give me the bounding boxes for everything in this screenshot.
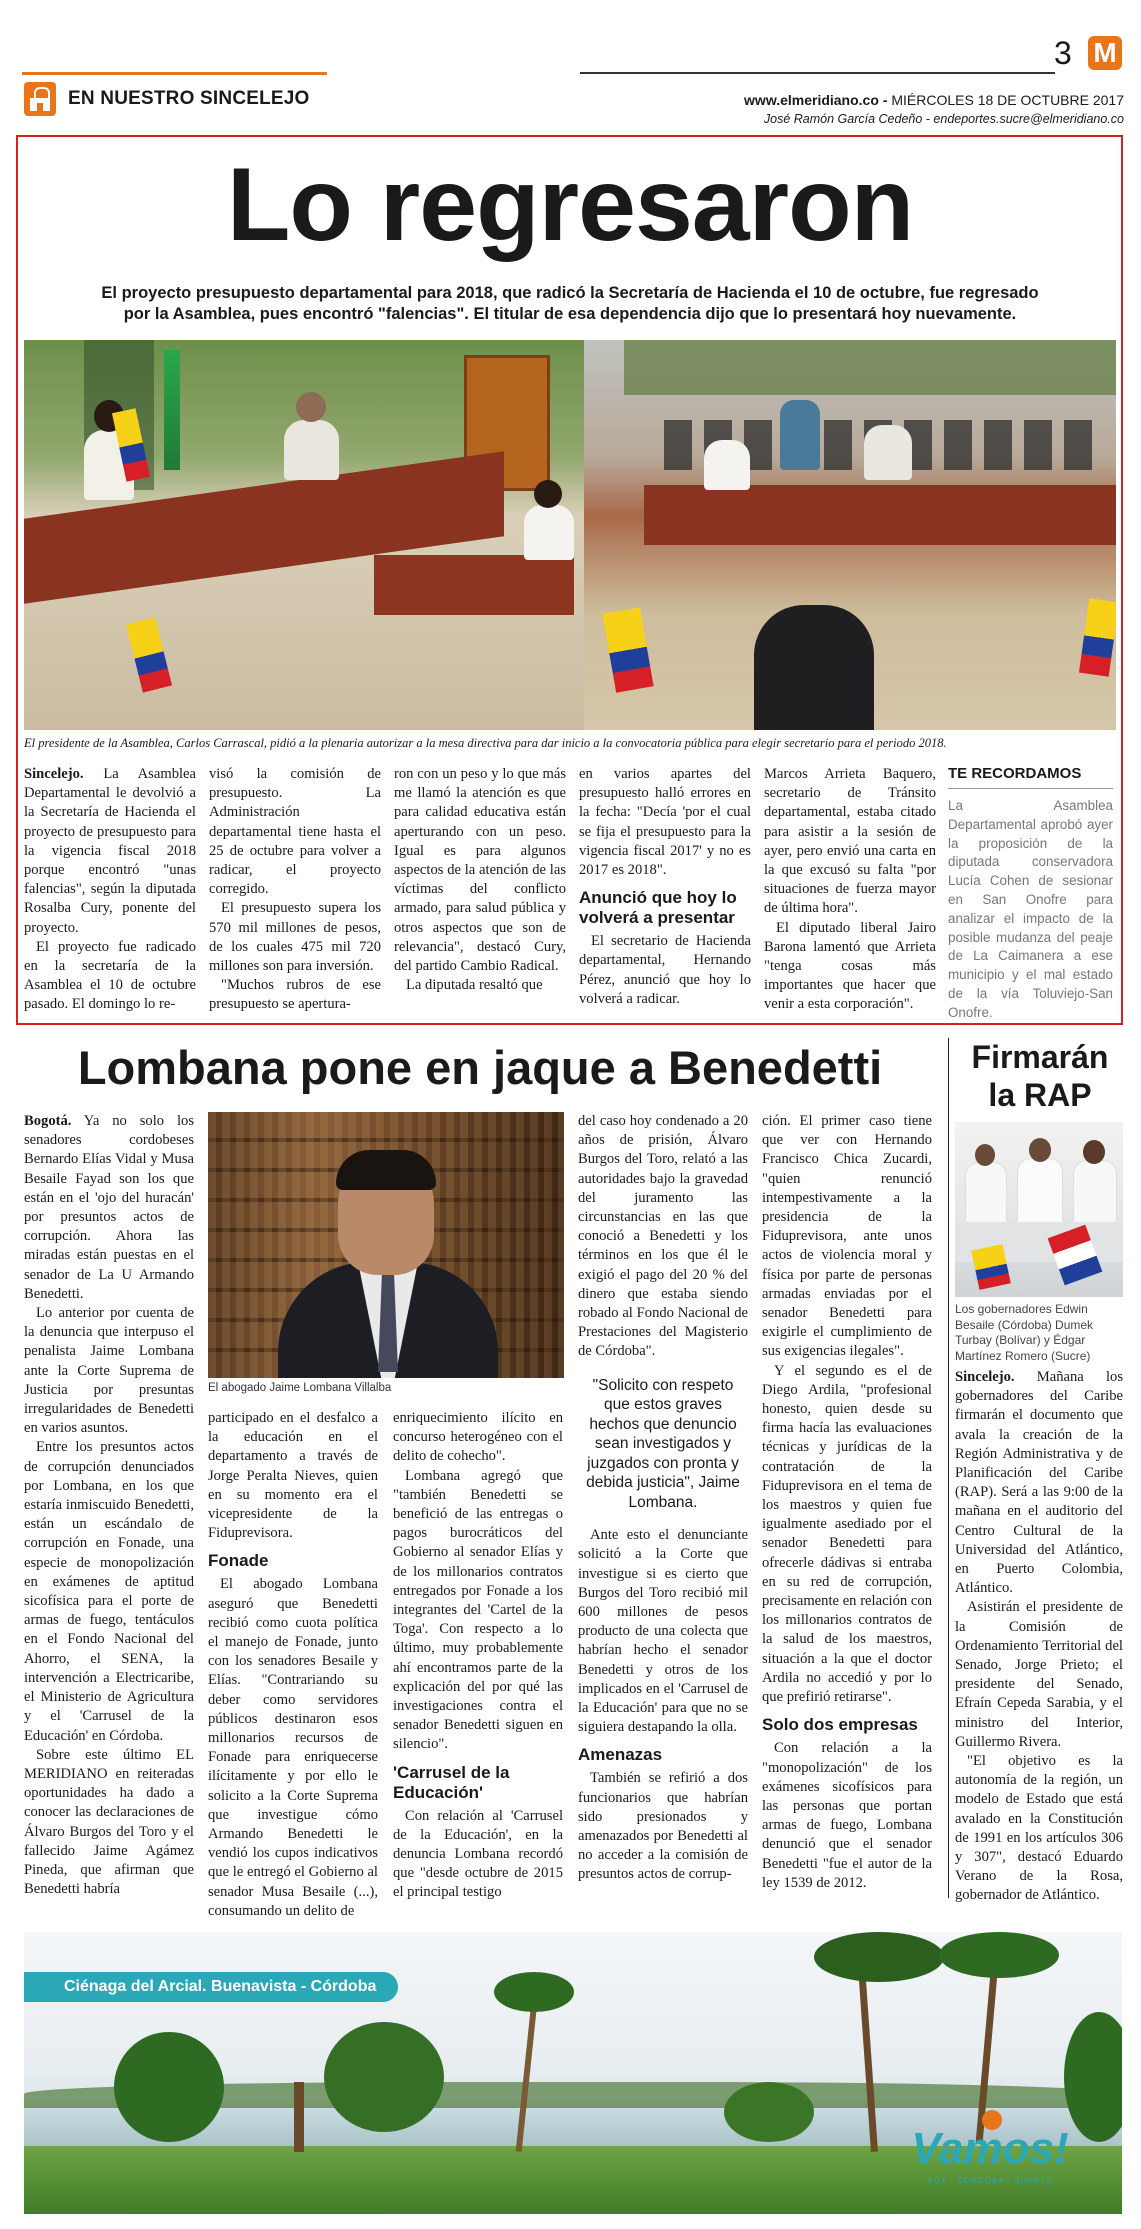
story1-photo-caption: El presidente de la Asamblea, Carlos Carrascal, pidió a la plenaria autorizar a la mesa directiva para dar inicio a la convocatoria pública para elegir secretario para el periodo 2018.: [24, 736, 947, 750]
story2-headline: Lombana pone en jaque a Benedetti: [77, 1041, 883, 1094]
empresas-subhead: Solo dos empresas: [762, 1715, 918, 1735]
section-header: [22, 72, 327, 122]
recordamos-title: TE RECORDAMOS: [948, 765, 1113, 789]
story1-deck: El proyecto presupuesto departamental para 2018, que radicó la Secretaría de Hacienda el 10 de octubre, fue regresado por la Asamblea, pues encontró "falencias". El titular de esa dependencia dijo que lo presentará hoy nuevamente.: [101, 284, 1039, 323]
story1-col4: en varios apartes del presupuesto halló errores en la fecha: "Decía 'por el cual se fija el presupuesto para la vigencia fiscal 2017' y no es 2017 es 2018". Anunció que hoy lo volverá a presentar El secretario de Hacienda departamental, Hernando Pérez, anunció que hoy lo volverá a radicar.: [579, 766, 751, 1007]
section-title: EN NUESTRO SINCELEJO: [68, 88, 310, 109]
issue-date: MIÉRCOLES 18 DE OCTUBRE 2017: [891, 92, 1124, 108]
story2-col2: participado en el desfalco a la educación en el departamento a través de Jorge Peralta Nieves, quien en su momento era el vicepresidente de la Fiduprevisora. Fonade El abogado Lombana aseguró que Benedetti recibió como cuota política el manejo de Fonade, junto con los senadores Besaile y Elías. "Contrariando su deber como servidores públicos destinaron esos millonarios recursos de Fonade para enriquecerse ilícitamente y por ello le solicito a la Corte Suprema que investigue cómo Armando Benedetti le vendió los cupos indicativos que le entregó el Gobierno al senador Musa Besaile (...), consumando un delito de: [208, 1410, 378, 1919]
story1-col2: visó la comisión de presupuesto. La Administración departamental tiene hasta el 25 de octubre para volver a radicar, el proyecto corregido. El presupuesto supera los 570 mil millones de pesos, de los cuales 475 mil 720 millones son para inversión. "Muchos rubros de ese presupuesto se apertura-: [209, 766, 381, 1013]
pull-quote: "Solicito con respeto que estos graves hechos que denuncio sean investigados y juzgados con pronta y debida justicia", Jaime Lombana.: [586, 1376, 740, 1511]
story2-col3: enriquecimiento ilícito en concurso heterogéneo con el delito de cohecho". Lombana agregó que "también Benedetti se benefició de las entregas o pagos burocráticos del Gobierno al senador Elías y de los millonarios contratos entregados por Fonade a los integrantes del 'Cartel de la Toga'. Con respecto a lo último, muy probablemente ahí encontramos parte de la explicación del por qué las investigaciones contra el senador Benedetti siguen en silencio". 'Carrusel de la Educación' Con relación al 'Carrusel de la Educación', en la denuncia Lombana recordó que "desde octubre de 2015 el principal testigo: [393, 1410, 563, 1901]
page-number: 3: [1054, 35, 1072, 71]
story3-photo-caption: Los gobernadores Edwin Besaile (Córdoba) Dumek Turbay (Bolívar) y Édgar Martínez Romero (Sucre): [955, 1302, 1094, 1363]
recordamos-text: La Asamblea Departamental aprobó ayer la proposición de la diputada conservadora Lucía Cohen de sesionar en San Onofre para analizar el impacto de la posible mudanza del peaje de La Caimanera a ese municipio y el mal estado de la vía Toluviejo-San Onofre.: [948, 798, 1113, 1020]
story2-col5: ción. El primer caso tiene que ver con Hernando Francisco Chica Zucardi, "quien renunció intempestivamente a la presidencia de la Fiduprevisora, ante unos actos de violencia moral y física por parte de personas armadas enviadas por el senador Benedetti para exigirle el cumplimiento de sus exigencias ilegales". Y el segundo es el de Diego Ardila, "profesional honesto, quien desde su firma hacía las evaluaciones técnicas y jurídicas de la contratación de la Fiduprevisora en el tema de los maestros y quien fue igualmente asediado por el senador Benedetti para ofrecerle dádivas si entraba en su red de corrupción, precisamente en relación con los millonarios contratos de la salud de los maestros, situación a la que el doctor Ardila no accedió y por lo que prefirió retirarse". Solo dos empresas Con relación a la "monopolización" de los exámenes sicofísicos para las personas que portan armas de fuego, Lombana denunció que el senador Benedetti "fue el autor de la ley 1539 de 2012.: [762, 1113, 932, 1891]
ad-banner: Ciénaga del Arcial. Buenavista - Córdoba: [24, 1972, 398, 2002]
byline: José Ramón García Cedeño - endeportes.sucre@elmeridiano.co: [763, 112, 1124, 126]
logo-badge: [1088, 36, 1122, 70]
vamos-logo: Vamos! SOY · CÓRDOBA · SUERTE: [890, 2110, 1090, 2200]
site-url[interactable]: www.elmeridiano.co: [744, 92, 879, 108]
story2-photo-caption: El abogado Jaime Lombana Villalba: [208, 1382, 392, 1394]
story3-body: Sincelejo. Mañana los gobernadores del Caribe firmarán el documento que avala la creación de la Región Administrativa y de Planificación del Caribe (RAP). Será a las 9:00 de la mañana en el auditorio del Centro Cultural de la Universidad del Atlántico, en Puerto Colombia, Atlántico. Asistirán el presidente de la Comisión de Ordenamiento Territorial del Senado, Jorge Prieto; el presidente del Senado, Efraín Cepeda Sarabia, y el ministro del Interior, Guillermo Rivera. "El objetivo es la autonomía de la región, un modelo de Estado que está avalado en la Constitución de 1991 en los artículos 306 y 307", destacó Eduardo Verano de la Rosa, gobernador de Atlántico.: [955, 1369, 1123, 1904]
story2-col1: Bogotá. Ya no solo los senadores cordobeses Bernardo Elías Vidal y Musa Besaile Fayad son los que están en el 'ojo del huracán' por presuntos actos de corrupción. Ahora las miradas están puestas en el senador de La U Armando Benedetti. Lo anterior por cuenta de la denuncia que interpuso el penalista Jaime Lombana ante la Corte Suprema de Justicia por presuntas irregularidades de Benedetti en varios asuntos. Entre los presuntos actos de corrupción denunciados por Lombana, en los que estaría inmiscuido Benedetti, están un escándalo de corrupción en Fonade, una especie de monopolización en exámenes de aptitud sicofísica para el porte de armas de fuego, tentáculos en el Fondo Nacional del Ahorro, el SENA, la intervención a Electricaribe, el Ministerio de Agricultura y el 'Carrusel de la Educación' en Córdoba. Sobre este último EL MERIDIANO en reiteradas oportunidades ha dado a conocer las declaraciones de Álvaro Burgos del Toro y el fallecido Jaime Agámez Pineda, que afirman que Benedetti habría: [24, 1113, 194, 1898]
logo-letter: M: [1093, 37, 1117, 68]
story3-headline: Firmarán la RAP: [971, 1039, 1109, 1113]
assembly-photo: [24, 340, 1116, 730]
carrusel-subhead: 'Carrusel de la Educación': [393, 1762, 510, 1802]
story1-col5: Marcos Arrieta Baquero, secretario de Tránsito departamental, estaba citado para asistir a la sesión de ayer, pero envió una carta en la que excusó su falta "por situaciones de fuerza mayor de última hora". El diputado liberal Jairo Barona lamentó que Arrieta "tenga cosas más importantes que hacer que venir a esta corporación".: [764, 766, 936, 1013]
story1-col3: ron con un peso y lo que más me llamó la atención es que para calidad educativa están aperturando con un peso. Igual es para algunos aspectos de la atención de las víctimas del conflicto armado, para salud pública y otros aspectos que son de relevancia", destacó Cury, del partido Cambio Radical. La diputada resaltó que: [394, 766, 566, 994]
date-line: www.elmeridiano.co - MIÉRCOLES 18 DE OCTUBRE 2017: [744, 92, 1124, 108]
story1-subhead: Anunció que hoy lo volverá a presentar: [579, 888, 737, 928]
story1-headline: Lo regresaron: [226, 147, 914, 263]
story1-col1: Sincelejo. La Asamblea Departamental le devolvió a la Secretaría de Hacienda el proyecto de presupuesto para la vigencia fiscal 2018 porque encontró "unas falencias", según la diputada Rosalba Cury, ponente del proyecto. El proyecto fue radicado en la secretaría de la Asamblea el 10 de octubre pasado. El domingo lo re-: [24, 766, 196, 1013]
pull-quote-author: Jaime Lombana.: [628, 1474, 740, 1511]
recordamos-box: [948, 765, 1113, 1023]
church-icon: [24, 82, 56, 116]
amenazas-subhead: Amenazas: [578, 1745, 663, 1765]
fonade-subhead: Fonade: [208, 1551, 269, 1571]
lombana-photo: [208, 1112, 564, 1378]
story2-col4: del caso hoy condenado a 20 años de prisión, Álvaro Burgos del Toro, relató a las autoridades bajo la gravedad del juramento las circunstancias en las que conoció a Benedetti y los términos en los que él le exigió el pago del 20 % del dinero que estaba siendo robado al Fondo Nacional de Prestaciones del Magisterio de Córdoba". "Solicito con respeto que estos graves hechos que denuncio sean investigados y juzgados con pronta y debida justicia", Jaime Lombana. Ante esto el denunciante solicitó a la Corte que investigue si es cierto que Burgos del Toro recibió mil 600 millones de pesos producto de una colecta que habrían hecho el senador Benedetti y otros de los implicados en el 'Carrusel de la Educación' para que no se siguiera destapando la olla. Amenazas También se refirió a dos funcionarios que habrían sido presionados y amenazados por Benedetti al no acceder a la comisión de presuntos actos de corrup-: [578, 1113, 748, 1883]
governors-photo: [955, 1122, 1123, 1297]
